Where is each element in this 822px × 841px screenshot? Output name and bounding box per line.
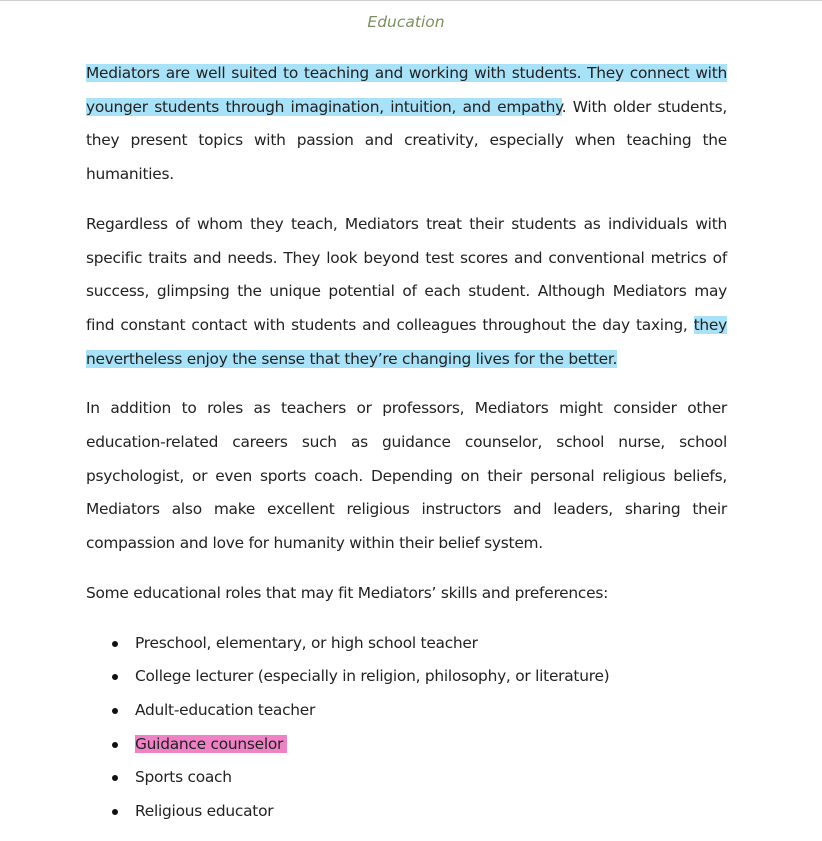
list-item-text: Sports coach <box>135 768 232 787</box>
bullet-icon <box>112 742 118 748</box>
highlighted-text[interactable]: they nevertheless enjoy the sense that they’re changing lives for the better. <box>86 315 727 368</box>
list-item-text: Religious educator <box>135 802 274 821</box>
bullet-icon <box>112 775 118 781</box>
list-item <box>86 795 727 829</box>
paragraph-text: In addition to roles as teachers or professors, Mediators might consider other education-related careers such as guidance counselor, school nurse, school psychologist, or even sports coach. Depending on their personal religious beliefs, Mediators also make excellent religious instructors and leaders, sharing their compassion and love for humanity within their belief system. <box>86 399 727 553</box>
list-item-text: Preschool, elementary, or high school teacher <box>135 633 478 652</box>
list-item-text: College lecturer (especially in religion, philosophy, or literature) <box>135 667 610 686</box>
highlighted-text[interactable]: Mediators are well suited to teaching and working with students. They connect with younger students through imagination, intuition, and empathy <box>86 64 727 116</box>
list-item <box>86 728 727 762</box>
list-item <box>86 627 727 661</box>
list-item <box>86 660 727 694</box>
bullet-icon <box>112 708 118 714</box>
list-item <box>86 761 727 795</box>
bullet-icon <box>112 641 118 647</box>
top-divider <box>0 0 822 1</box>
document-body <box>86 57 727 829</box>
list-item-text: Adult-education teacher <box>135 700 316 719</box>
list-intro <box>86 577 727 611</box>
bullet-icon <box>112 809 118 815</box>
bullet-icon <box>112 674 118 680</box>
roles-list <box>86 627 727 829</box>
paragraph-text: Some educational roles that may fit Mediators’ skills and preferences: <box>86 583 609 602</box>
paragraph-text: . With older students, they present topics with passion and creativity, especially when teaching the humanities. <box>86 97 727 184</box>
section-heading: Education <box>367 13 445 31</box>
list-item <box>86 694 727 728</box>
paragraph-1 <box>86 57 727 192</box>
paragraph-text: Regardless of whom they teach, Mediators treat their students as individuals with specific traits and needs. They look beyond test scores and conventional metrics of success, glimpsing the unique potential of each student. Although Mediators may find constant contact with students and colleagues throughout the day taxing, <box>86 214 727 334</box>
paragraph-3 <box>86 392 727 561</box>
paragraph-2 <box>86 208 727 377</box>
highlighted-list-item-text[interactable]: Guidance counselor <box>135 735 287 753</box>
